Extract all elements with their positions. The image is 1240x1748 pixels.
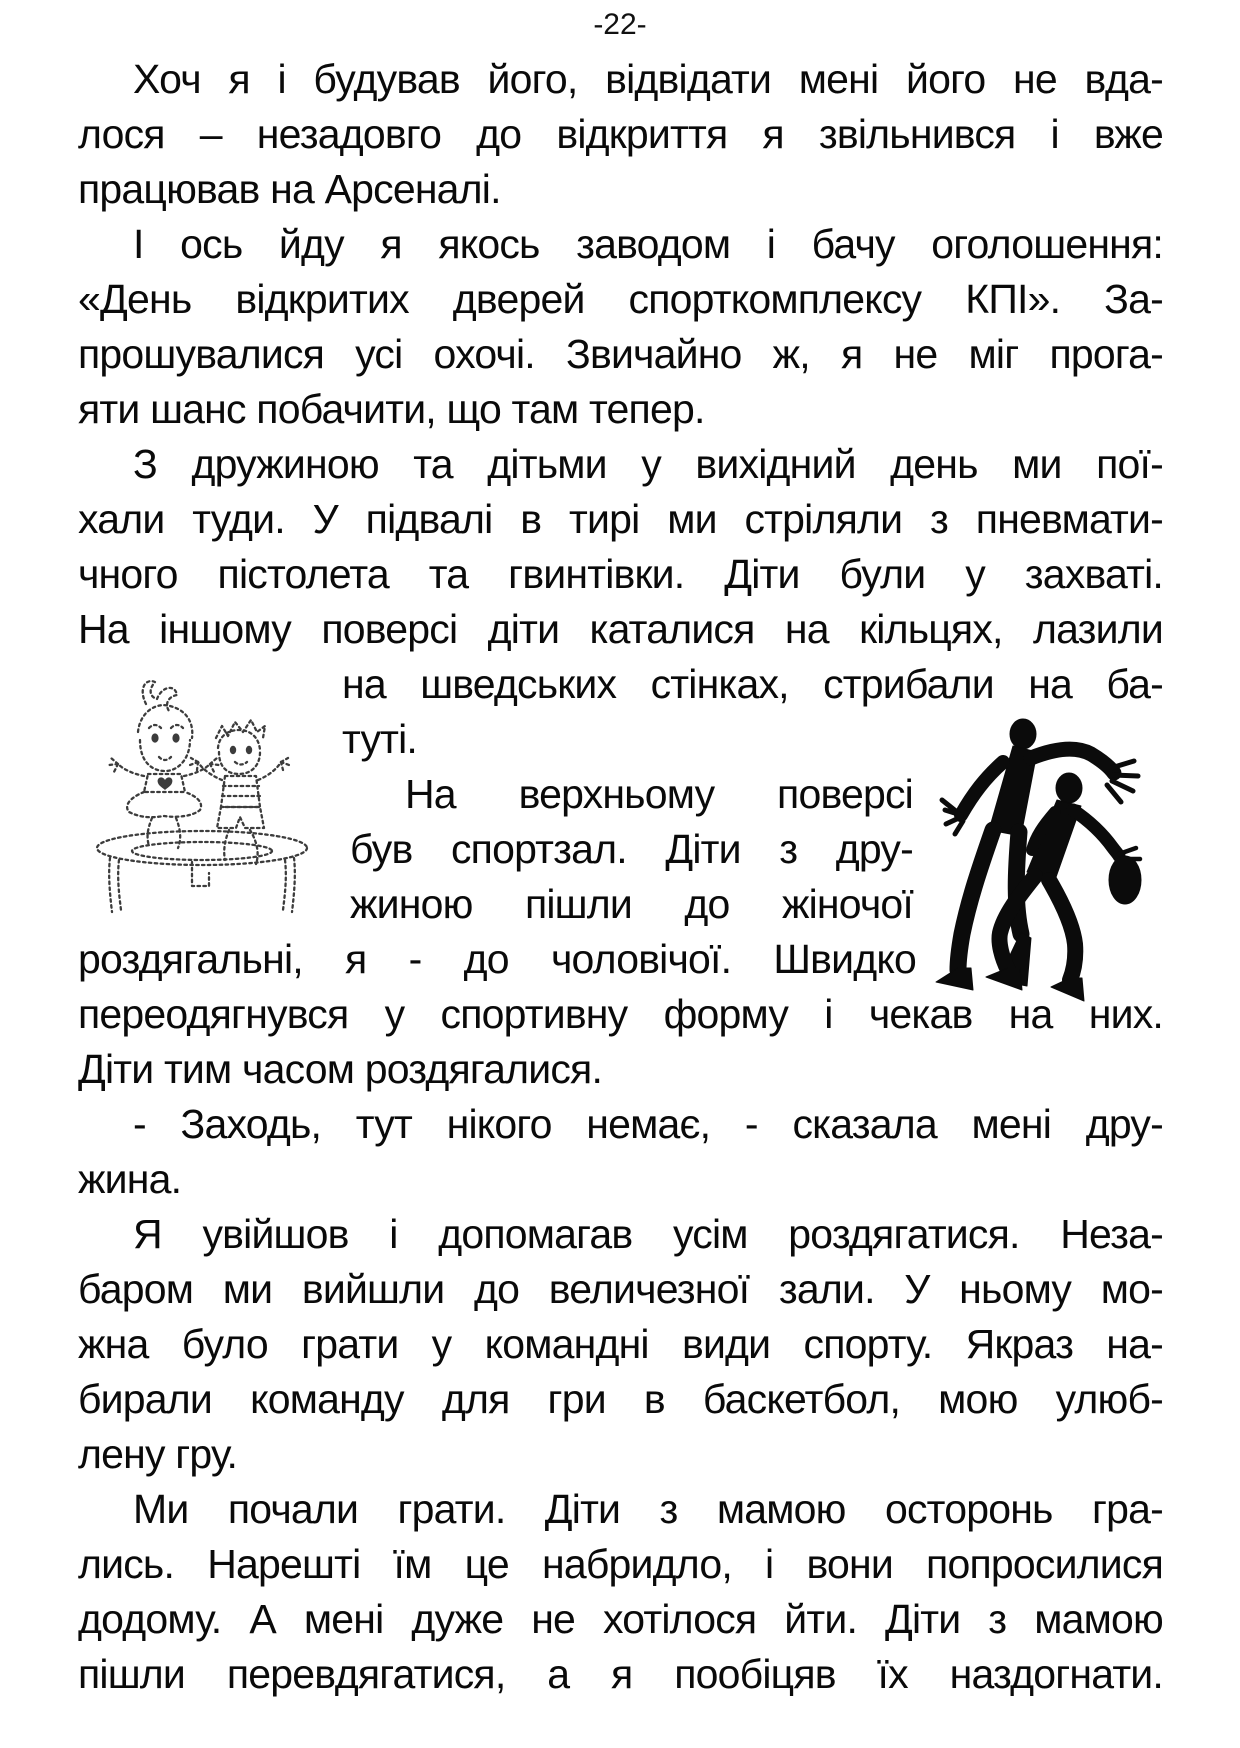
text-line: лося – незадовго до відкриття я звільнився і вже <box>78 111 1163 157</box>
text-line: На верхньому поверсі <box>405 771 913 817</box>
text-line: Я увійшов і допомагав усім роздягатися. Неза- <box>133 1211 1163 1257</box>
text-line: на шведських стінках, стрибали на ба- <box>342 661 1163 707</box>
text-line: чного пістолета та гвинтівки. Діти були у захваті. <box>78 551 1163 597</box>
trampoline-kids-drawing <box>88 670 318 920</box>
text-line: лену гру. <box>78 1431 238 1477</box>
text-line: жна було грати у командні види спорту. Якраз на- <box>78 1321 1163 1367</box>
text-line: І ось йду я якось заводом і бачу оголошення: <box>133 221 1163 267</box>
text-line: був спортзал. Діти з дру- <box>350 826 913 872</box>
text-line: переодягнувся у спортивну форму і чекав на них. <box>78 991 1163 1037</box>
text-line: Хоч я і будував його, відвідати мені його не вда- <box>133 56 1163 102</box>
text-line: прошувалися усі охочі. Звичайно ж, я не міг прога- <box>78 331 1163 377</box>
text-line: лись. Нарешті їм це набридло, і вони попросилися <box>78 1541 1163 1587</box>
basketball-players-illustration <box>931 718 1151 1014</box>
text-line: хали туди. У підвалі в тирі ми стріляли з пневмати- <box>78 496 1163 542</box>
text-line: яти шанс побачити, що там тепер. <box>78 386 705 432</box>
text-line: З дружиною та дітьми у вихідний день ми пої- <box>133 441 1163 487</box>
text-line: туті. <box>342 716 418 762</box>
trampoline-kids-illustration <box>88 670 318 920</box>
text-line: «День відкритих дверей спорткомплексу КПІ». За- <box>78 276 1163 322</box>
text-line: жина. <box>78 1156 182 1202</box>
text-line: баром ми вийшли до величезної зали. У ньому мо- <box>78 1266 1163 1312</box>
text-line: жиною пішли до жіночої <box>350 881 913 927</box>
text-line: - Заходь, тут нікого немає, - сказала мені дру- <box>133 1101 1163 1147</box>
text-line: працював на Арсеналі. <box>78 166 501 212</box>
text-line: бирали команду для гри в баскетбол, мою улюб- <box>78 1376 1163 1422</box>
text-line: пішли перевдягатися, а я пообіцяв їх наздогнати. <box>78 1651 1163 1697</box>
text-line: Ми почали грати. Діти з мамою осторонь гра- <box>133 1486 1163 1532</box>
text-line: Діти тим часом роздягалися. <box>78 1046 603 1092</box>
page-number: -22- <box>593 8 647 41</box>
text-line: додому. А мені дуже не хотілося йти. Діти з мамою <box>78 1596 1163 1642</box>
basketball-players-silhouette <box>931 718 1151 1014</box>
text-line: роздягальні, я - до чоловічої. Швидко <box>78 936 916 982</box>
text-line: На іншому поверсі діти каталися на кільцях, лазили <box>78 606 1163 652</box>
